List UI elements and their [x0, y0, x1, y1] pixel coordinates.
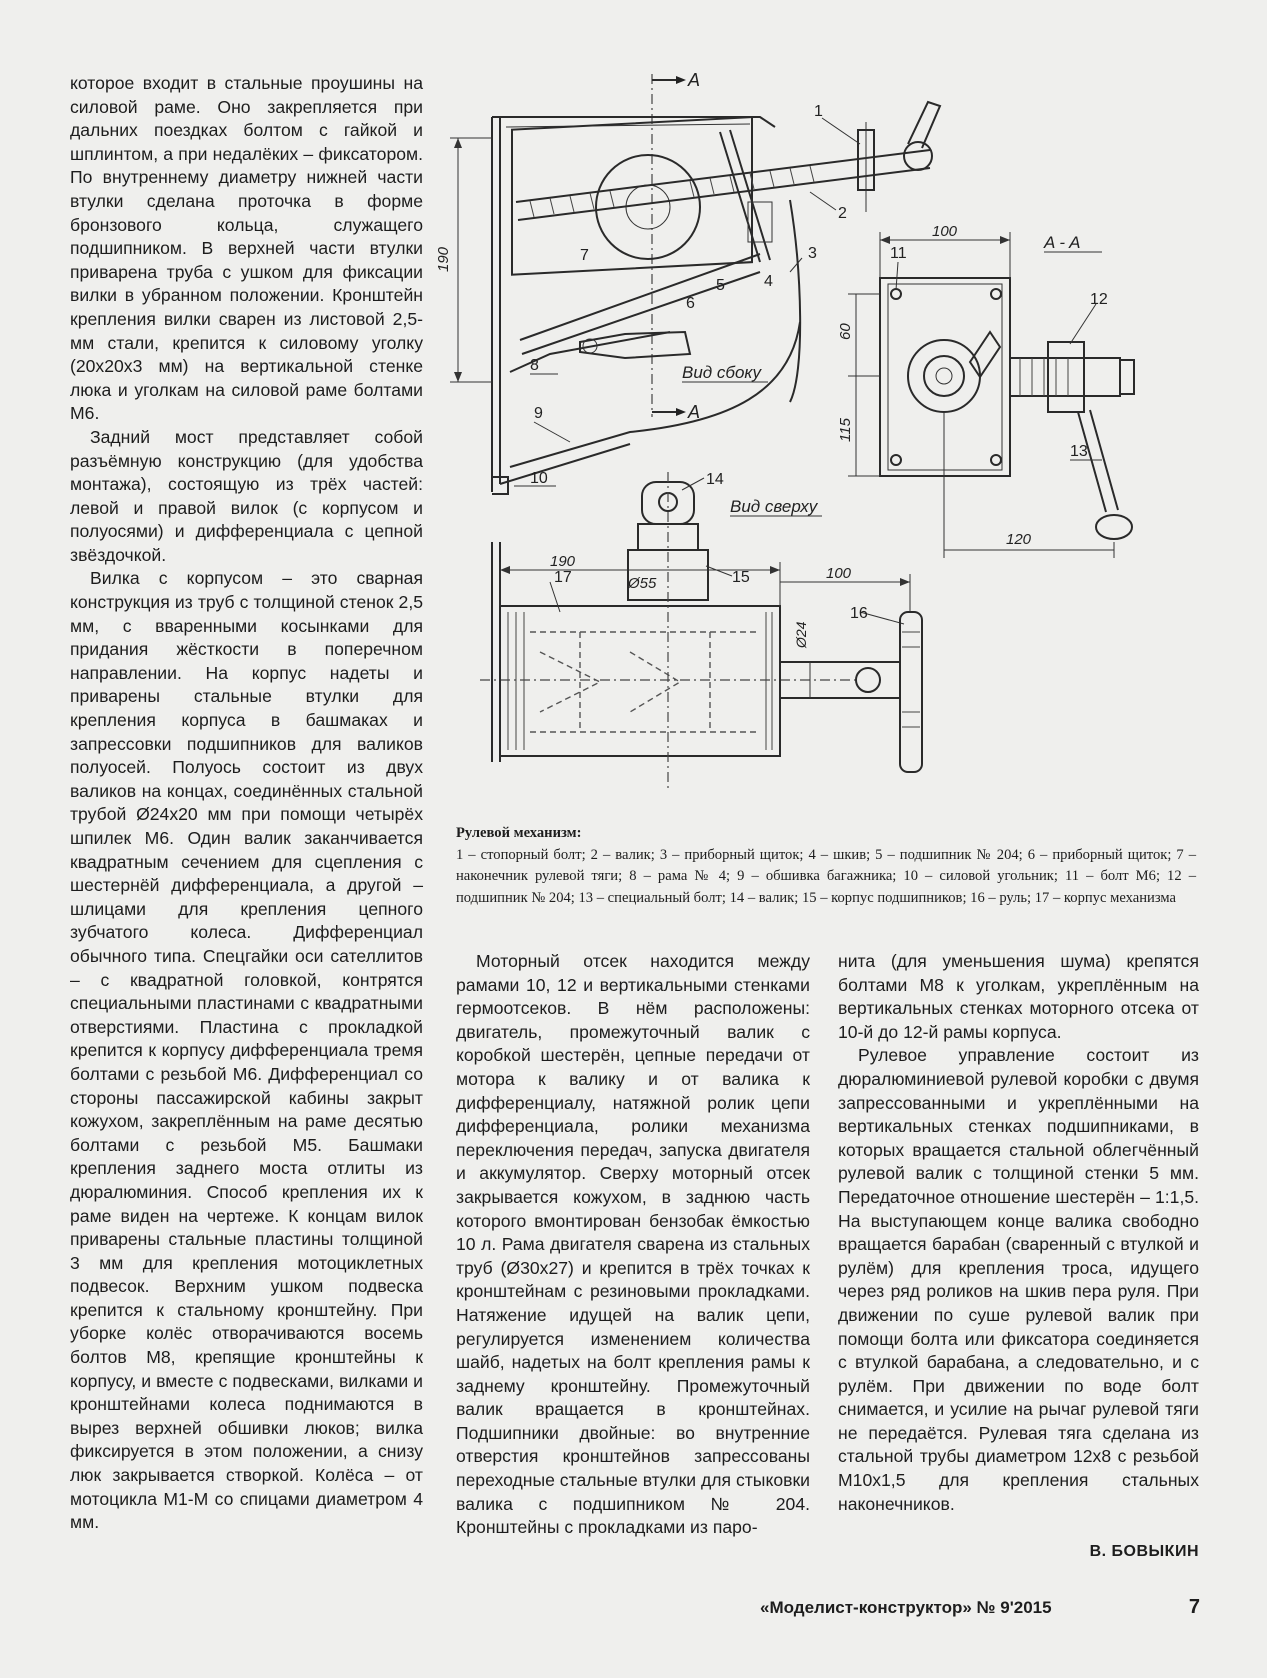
section-title: A - A	[1044, 233, 1081, 252]
section-mark-top: A	[688, 72, 701, 90]
dim-60: 60	[837, 323, 854, 340]
callout-11: 11	[890, 245, 907, 262]
page-number: 7	[1188, 1596, 1200, 1618]
paragraph: Задний мост представляет собой разъёмную конструкцию (для удобства монтажа), состоящую из трёх частей: левой и правой вилок (с корпусом и полуосями) и дифференциала с цепной звёздочкой.	[70, 426, 423, 565]
figure-caption	[456, 823, 1196, 909]
dim-100-top: 100	[932, 223, 958, 240]
text-column-2	[456, 950, 810, 1540]
paragraph: Моторный отсек находится между рамами 10, 12 и вертикальными стенками гермоотсеков. В нём расположены: двигатель, промежуточный валик с коробкой шестерён, цепные передачи от мотора к валику и от валика к дифференциалу, натяжной ролик цепи дифференциала, ролики механизма переключения передач, запуска двигателя и аккумулятор. Сверху моторный отсек закрывается кожухом, в заднюю часть которого вмонтирован бензобак ёмкостью 10 л. Рама двигателя сварена из стальных труб (Ø30х27) и крепится в трёх точках к кронштейнам с резиновыми прокладками. Натяжение идущей на валик цепи, регулируется изменением количества шайб, надетых на болт крепления рамы к заднему кронштейну. Промежуточный валик вращается в кронштейнах. Подшипники двойные: во внутренние отверстия кронштейнов запрессованы переходные стальные втулки для стыковки валика с подшипником № 204. Кронштейны с прокладками из паро-	[456, 951, 811, 1538]
dim-115: 115	[837, 418, 854, 442]
callout-15: 15	[732, 569, 750, 586]
paragraph: которое входит в стальные проушины на силовой раме. Оно закрепляется при дальних поездках болтом с гайкой и шплинтом, а при недалёких – фиксатором. По внутреннему диаметру нижней части втулки сделана проточка в форме бронзового кольца, служащего подшипником. В верхней части втулки приварена труба с ушком для фиксации вилки в убранном положении. Кронштейн крепления вилки сварен из листовой 2,5-мм стали, крепится к силовому уголку (20х20х3 мм) на вертикальной стенке люка и уголкам на силовой раме болтами М6.	[70, 73, 423, 424]
top-view	[480, 471, 922, 792]
callout-2: 2	[838, 205, 847, 222]
dim-24: Ø24	[793, 621, 809, 648]
dim-190-vertical: 190	[435, 246, 452, 272]
callout-9: 9	[534, 405, 543, 422]
callout-7: 7	[580, 247, 589, 264]
paragraph: Вилка с корпусом – это сварная конструкция из труб с толщиной стенок 2,5 мм, с вваренными косынками для придания жёсткости в поперечном направлении. На корпус надеты и приварены стальные втулки для крепления корпуса в башмаках и запрессовки подшипников для валиков полуосей. Полуось состоит из двух валиков на концах, соединённых стальной трубой Ø24х20 мм при помощи четырёх шпилек М6. Один валик заканчивается квадратным сечением для сцепления с шестернёй дифференциала, а другой – шлицами для крепления цепного зубчатого колеса. Дифференциал обычного типа. Спецгайки оси сателлитов – с квадратной головкой, контрятся специальными пластинами с квадратными отверстиями. Пластина с прокладкой крепится к корпусу дифференциала тремя болтами с резьбой М6. Дифференциал со стороны пассажирской кабины закрыт кожухом, закреплённым на раме десятью болтами с резьбой М5. Башмаки крепления заднего моста отлиты из дюралюминия. Способ крепления их к раме виден на чертеже. К концам вилок приварены стальные пластины толщиной 3 мм для крепления мотоциклетных подвесок. Верхним ушком подвеска крепится к стальному кронштейну. При уборке колёс отворачиваются восемь болтов М8, крепящие кронштейны к корпусу, и вместе с подвесками, вилками и кронштейнами колеса поднимаются в вырез верхней обшивки люков; вилка фиксируется в этом положении, а снизу люк закрывается створкой. Колёса – от мотоцикла М1-М со спицами диаметром 4 мм.	[70, 568, 423, 1533]
callout-16: 16	[850, 605, 868, 622]
steering-mechanism-drawing	[430, 72, 1215, 822]
callout-13: 13	[1070, 443, 1088, 460]
text-column-1	[70, 72, 423, 1535]
dim-55: Ø55	[628, 575, 657, 592]
dim-120: 120	[1006, 531, 1032, 548]
callout-4: 4	[764, 273, 773, 290]
callout-1: 1	[814, 103, 823, 120]
view-top-label: Вид сверху	[730, 497, 818, 516]
callout-12: 12	[1090, 291, 1108, 308]
paragraph: нита (для уменьшения шума) крепятся болтами М8 к уголкам, укреплённым на вертикальных стенках моторного отсека от 10-й до 12-й рамы корпуса.	[838, 951, 1199, 1042]
callout-14: 14	[706, 471, 724, 488]
journal-title: «Моделист-конструктор» № 9'2015	[760, 1598, 1052, 1617]
caption-title: Рулевой механизм:	[456, 825, 582, 841]
drawing-svg	[430, 72, 1215, 822]
callout-8: 8	[530, 357, 539, 374]
callout-6: 6	[686, 295, 695, 312]
caption-text: 1 – стопорный болт; 2 – валик; 3 – приборный щиток; 4 – шкив; 5 – подшипник № 204; 6 – приборный щиток; 7 – наконечник рулевой тяги; 8 – рама № 4; 9 – обшивка багажника; 10 – силовой угольник; 11 – болт М6; 12 – подшипник № 204; 13 – специальный болт; 14 – валик; 15 – корпус подшипников; 16 – руль; 17 – корпус механизма	[456, 846, 1196, 906]
callout-5: 5	[716, 277, 725, 294]
side-view	[435, 72, 940, 494]
callout-17: 17	[554, 569, 572, 586]
text-column-3	[838, 950, 1199, 1516]
callout-3: 3	[808, 245, 817, 262]
dim-190-horizontal: 190	[550, 553, 576, 570]
dim-100-bottom: 100	[826, 565, 852, 582]
section-a-a-view	[837, 223, 1134, 558]
paragraph: Рулевое управление состоит из дюралюминиевой рулевой коробки с двумя запрессованными и укреплёнными на вертикальных стенках подшипниками, в которых вращается стальной облегчённый рулевой валик с толщиной стенки 5 мм. Передаточное отношение шестерён – 1:1,5. На выступающем конце валика свободно вращается барабан (сваренный с втулкой и рулём) для крепления троса, идущего через ряд роликов на шкив пера руля. При движении по суше рулевой валик при помощи болта или фиксатора соединяется с втулкой барабана, а следовательно, и с рулём. При движении по воде болт снимается, и усилие на рычаг рулевой тяги не передаётся. Рулевая тяга сделана из стальной трубы диаметром 12х8 с резьбой М10х1,5 для крепления стальных наконечников.	[838, 1045, 1199, 1514]
author-name: В. БОВЫКИН	[1089, 1543, 1199, 1560]
section-mark-bottom: A	[688, 402, 701, 422]
callout-10: 10	[530, 470, 548, 487]
view-side-label: Вид сбоку	[682, 363, 761, 382]
